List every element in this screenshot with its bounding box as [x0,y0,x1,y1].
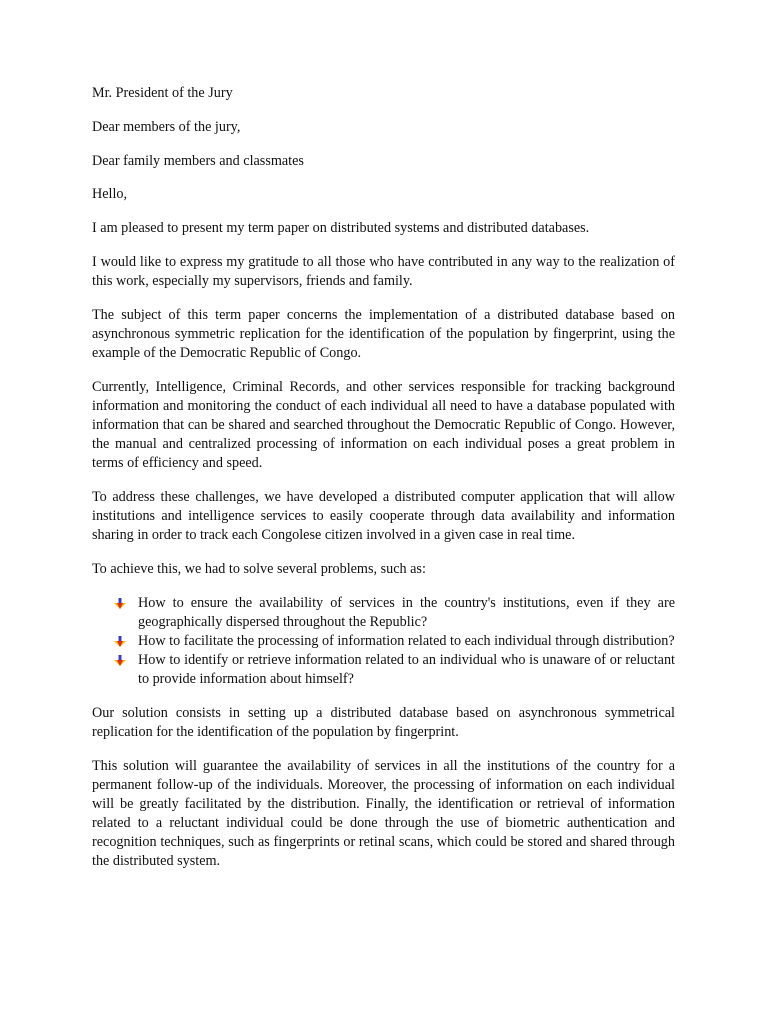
salutation-jury: Dear members of the jury, [92,118,241,135]
letter-page [92,84,675,886]
arrow-bullet-icon [114,655,126,667]
problem-text: How to identify or retrieve information related to an individual who is unaware of or reluctant to provide information about himself? [138,651,675,688]
problem-text: How to ensure the availability of services in the country's institutions, even if they are geographically dispersed throughout the Republic? [138,594,675,630]
solution-paragraph: Our solution consists in setting up a distributed database based on asynchronous symmetrical replication for the identification of the population by fingerprint. [92,704,675,740]
context-paragraph: Currently, Intelligence, Criminal Records, and other services responsible for tracking background information and monitoring the conduct of each individual all need to have a database populated with information that can be shared and searched throughout the Democratic Republic of Congo. However, the manual and centralized processing of information on each individual poses a great problem in terms of efficiency and speed. [92,378,675,472]
arrow-bullet-icon [114,598,126,610]
problem-item [92,651,675,689]
greeting: Hello, [92,186,128,203]
problem-item [92,632,675,651]
problem-item [92,594,675,632]
problems-intro: To achieve this, we had to solve several problems, such as: [92,560,426,577]
salutation-president: Mr. President of the Jury [92,85,233,101]
salutation-family: Dear family members and classmates [92,152,304,169]
approach-paragraph: To address these challenges, we have developed a distributed computer application that will allow institutions and intelligence services to easily cooperate through data availability and information sharing in order to track each Congolese citizen involved in a given case in real time. [92,488,675,544]
conclusion-paragraph: This solution will guarantee the availability of services in all the institutions of the country for a permanent follow-up of the individuals. Moreover, the processing of information on each individual will be greatly facilitated by the distribution. Finally, the identification or retrieval of information related to a reluctant individual could be done through the use of biometric authentication and recognition techniques, such as fingerprints or retinal scans, which could be stored and shared through the distributed system. [92,757,675,870]
subject-paragraph: The subject of this term paper concerns the implementation of a distributed database based on asynchronous symmetric replication for the identification of the population by fingerprint, using the example of the Democratic Republic of Congo. [92,306,675,361]
arrow-bullet-icon [114,636,126,648]
intro-paragraph: I am pleased to present my term paper on distributed systems and distributed databases. [92,220,590,237]
gratitude-paragraph: I would like to express my gratitude to all those who have contributed in any way to the realization of this work, especially my supervisors, friends and family. [92,253,675,289]
problem-text: How to facilitate the processing of information related to each individual through distribution? [138,632,675,649]
problems-list [92,594,675,689]
